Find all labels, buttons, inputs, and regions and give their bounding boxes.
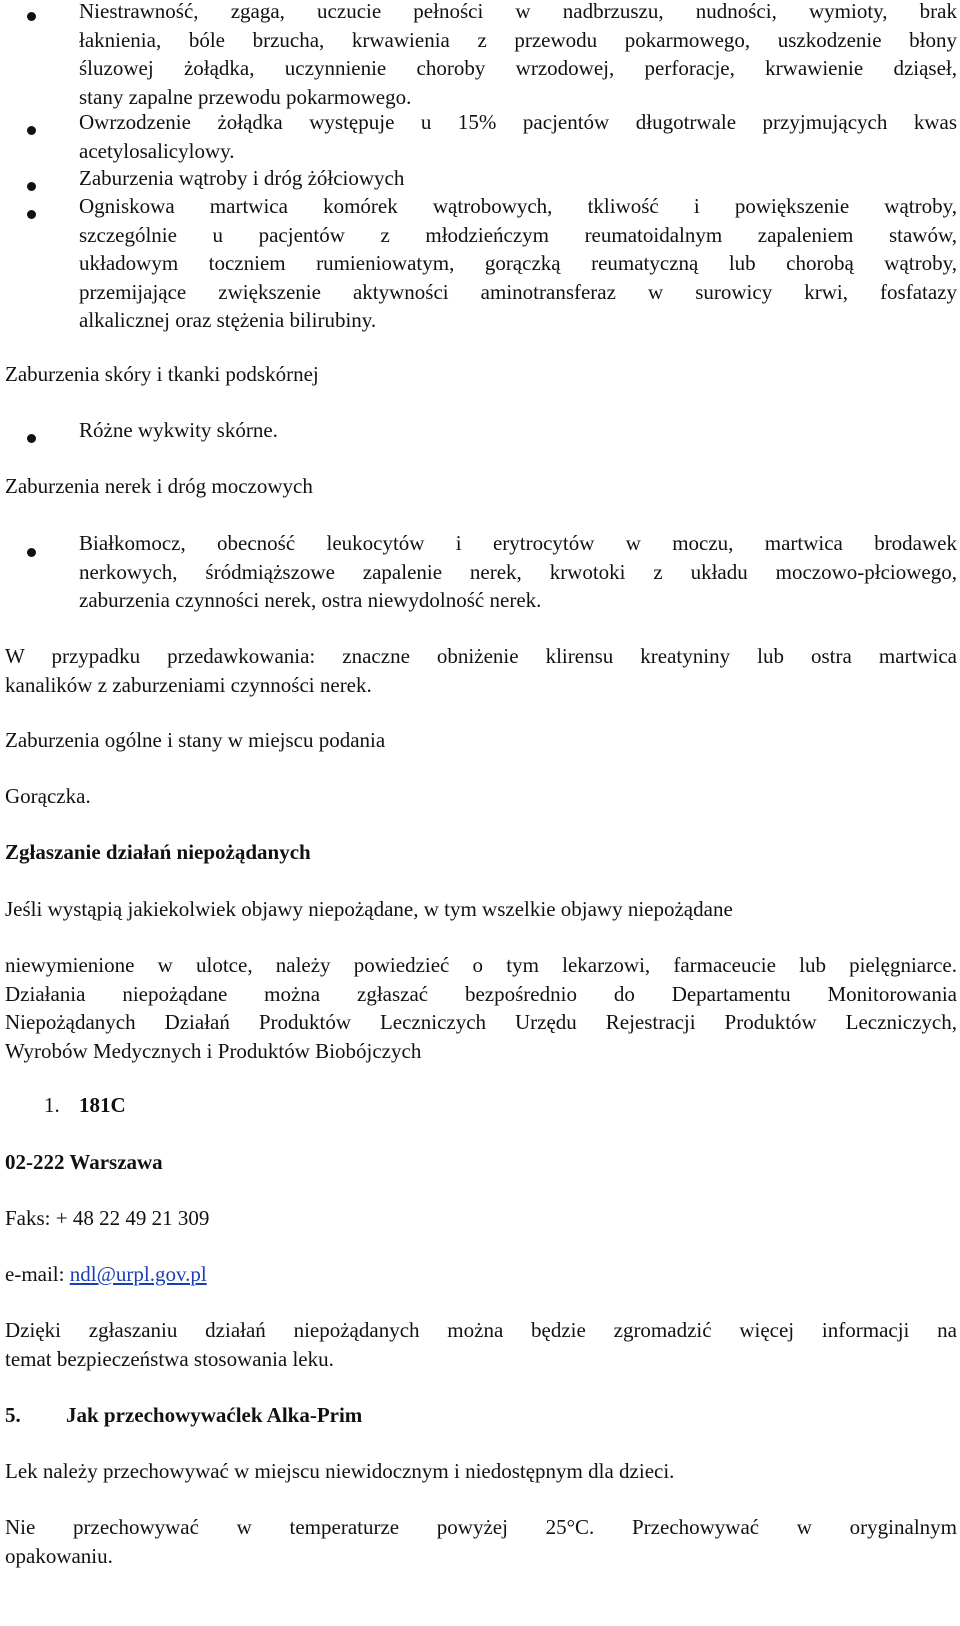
overdose-paragraph: W przypadku przedawkowania: znaczne obniżenie klirensu kreatyniny lub ostra martwica kanalików z zaburzeniami czynności nerek. bbox=[5, 644, 957, 697]
bullet-icon bbox=[27, 126, 36, 135]
list-item: Owrzodzenie żołądka występuje u 15% pacjentów długotrwale przyjmujących kwas acetylosalicylowy. bbox=[79, 110, 957, 163]
address-street-line: 1. 181C bbox=[44, 1093, 126, 1117]
bullet-icon bbox=[27, 434, 36, 443]
general-item: Gorączka. bbox=[5, 784, 91, 808]
section-5-heading: 5. Jak przechowywaćlek Alka-Prim bbox=[5, 1403, 363, 1427]
list-item: Zaburzenia wątroby i dróg żółciowych bbox=[79, 166, 405, 190]
reporting-paragraph-2: niewymienione w ulotce, należy powiedzieć o tym lekarzowi, farmaceucie lub pielęgniarce. Działania niepożądane można zgłaszać bezpośrednio do Departamentu Monitorowania Niepożądanych Działań Produktów Leczniczych Urzędu Rejestracji Produktów Leczniczych, Wyrobów Medycznych i Produktów Biobójczych bbox=[5, 953, 957, 1063]
bullet-icon bbox=[27, 182, 36, 191]
fax-line: Faks: + 48 22 49 21 309 bbox=[5, 1206, 210, 1230]
email-link[interactable]: ndl@urpl.gov.pl bbox=[69, 1262, 207, 1286]
list-item: Niestrawność, zgaga, uczucie pełności w nadbrzuszu, nudności, wymioty, brak łaknienia, bóle brzucha, krwawienia z przewodu pokarmowego, uszkodzenie błony śluzowej żołądka, uczynnienie choroby wrzodowej, perforacje, krwawienie dziąseł, stany zapalne przewodu pokarmowego. bbox=[79, 0, 957, 109]
bullet-icon bbox=[27, 210, 36, 219]
section-heading-skin: Zaburzenia skóry i tkanki podskórnej bbox=[5, 362, 319, 386]
section-heading-general: Zaburzenia ogólne i stany w miejscu podania bbox=[5, 728, 386, 752]
storage-children: Lek należy przechowywać w miejscu niewidocznym i niedostępnym dla dzieci. bbox=[5, 1459, 675, 1483]
section-heading-kidney: Zaburzenia nerek i dróg moczowych bbox=[5, 474, 313, 498]
bullet-icon bbox=[27, 12, 36, 21]
email-line: e-mail: ndl@urpl.gov.pl bbox=[5, 1262, 207, 1286]
list-item: Różne wykwity skórne. bbox=[79, 418, 278, 442]
thanks-paragraph: Dzięki zgłaszaniu działań niepożądanych można będzie zgromadzić więcej informacji na temat bezpieczeństwa stosowania leku. bbox=[5, 1318, 957, 1371]
reporting-paragraph-1: Jeśli wystąpią jakiekolwiek objawy niepożądane, w tym wszelkie objawy niepożądane bbox=[5, 897, 733, 921]
list-item: Białkomocz, obecność leukocytów i erytrocytów w moczu, martwica brodawek nerkowych, śródmiąższowe zapalenie nerek, krwotoki z układu moczowo-płciowego, zaburzenia czynności nerek, ostra niewydolność nerek. bbox=[79, 531, 957, 612]
address-city: 02-222 Warszawa bbox=[5, 1150, 163, 1174]
bullet-icon bbox=[27, 548, 36, 557]
reporting-heading: Zgłaszanie działań niepożądanych bbox=[5, 840, 311, 864]
storage-temperature: Nie przechowywać w temperaturze powyżej 25°C. Przechowywać w oryginalnym opakowaniu. bbox=[5, 1515, 957, 1568]
list-item: Ogniskowa martwica komórek wątrobowych, tkliwość i powiększenie wątroby, szczególnie u pacjentów z młodzieńczym reumatoidalnym zapaleniem stawów, układowym toczniem rumieniowatym, gorączką reumatyczną lub chorobą wątroby, przemijające zwiększenie aktywności aminotransferaz w surowicy krwi, fosfatazy alkalicznej oraz stężenia bilirubiny. bbox=[79, 194, 957, 332]
